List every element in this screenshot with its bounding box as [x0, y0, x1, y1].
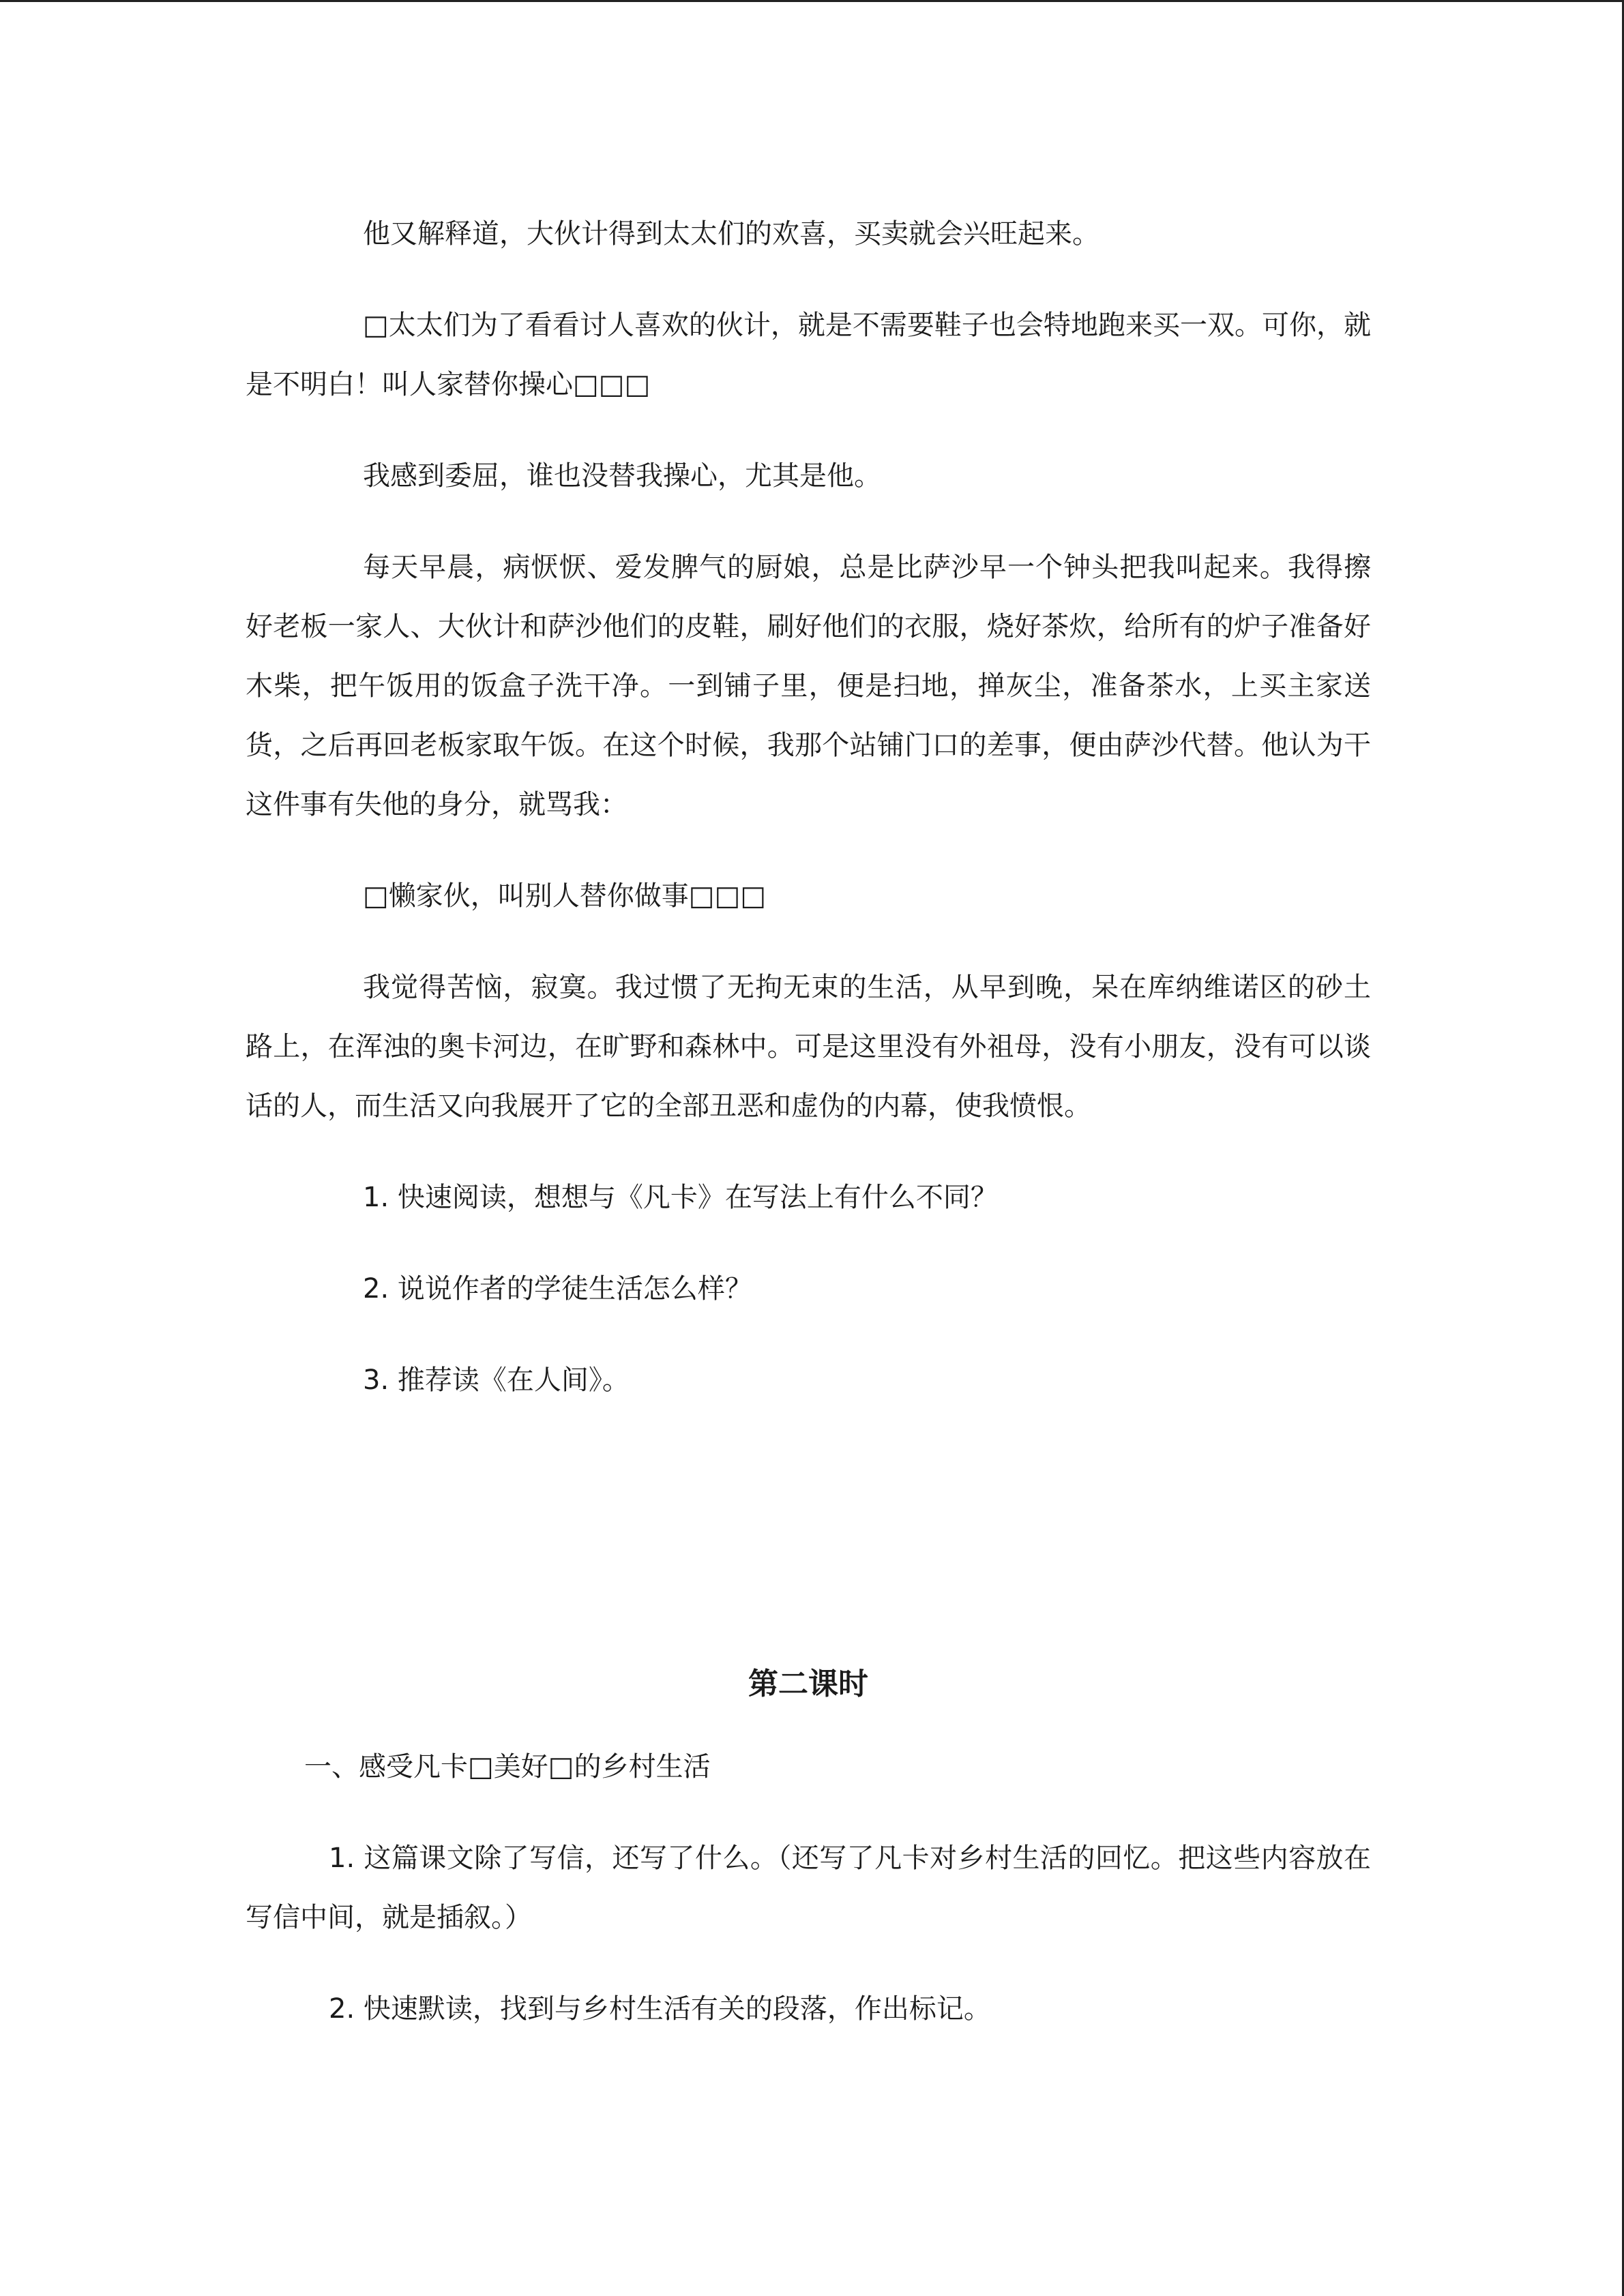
section-title: 第二课时: [748, 1667, 868, 1701]
step-1-text: 这篇课文除了写信，还写了什么。（还写了凡卡对乡村生活的回忆。把这些内容放在写信中间，就是插叙。）: [246, 1843, 1372, 1933]
paragraph-1: 他又解释道，大伙计得到太太们的欢喜，买卖就会兴旺起来。: [363, 218, 1099, 250]
step-2-number: 2.: [329, 1993, 355, 2025]
top-border-line: [0, 0, 1624, 2]
step-1: [246, 1829, 1371, 1948]
question-1-number: 1.: [363, 1182, 389, 1213]
paragraph-2: □太太们为了看看讨人喜欢的伙计，就是不需要鞋子也会特地跑来买一双。可你，就是不明白！叫人家替你操心□□□: [246, 310, 1371, 400]
question-2-number: 2.: [363, 1273, 389, 1304]
question-1: [246, 1168, 1371, 1227]
step-2-text: 快速默读，找到与乡村生活有关的段落，作出标记。: [363, 1993, 991, 2025]
question-1-text: 快速阅读，想想与《凡卡》在写法上有什么不同？: [397, 1182, 998, 1213]
paragraph-3: 我感到委屈，谁也没替我操心，尤其是他。: [363, 460, 881, 492]
question-3-number: 3.: [363, 1365, 389, 1396]
paragraph-4: 每天早晨，病恹恹、爱发脾气的厨娘，总是比萨沙早一个钟头把我叫起来。我得擦好老板一家人、大伙计和萨沙他们的皮鞋，刷好他们的衣服，烧好茶炊，给所有的炉子准备好木柴，把午饭用的饭盒子洗干净。一到铺子里，便是扫地，掸灰尘，准备茶水，上买主家送货，之后再回老板家取午饭。在这个时候，我那个站铺门口的差事，便由萨沙代替。他认为干这件事有失他的身分，就骂我：: [246, 552, 1371, 820]
step-2: [246, 1980, 1371, 2039]
question-3: [246, 1351, 1371, 1410]
question-2-text: 说说作者的学徒生活怎么样？: [397, 1273, 752, 1304]
step-1-number: 1.: [329, 1843, 355, 1874]
question-2: [246, 1259, 1371, 1319]
paragraph-6: 我觉得苦恼，寂寞。我过惯了无拘无束的生活，从早到晚，呆在库纳维诺区的砂土路上，在浑浊的奥卡河边，在旷野和森林中。可是这里没有外祖母，没有小朋友，没有可以谈话的人，而生活又向我展开了它的全部丑恶和虚伪的内幕，使我愤恨。: [246, 972, 1371, 1122]
section-heading: 一、感受凡卡□美好□的乡村生活: [304, 1751, 711, 1783]
question-3-text: 推荐读《在人间》。: [397, 1365, 630, 1396]
paragraph-5: □懒家伙，叫别人替你做事□□□: [363, 880, 767, 912]
document-page: [246, 205, 1371, 2039]
